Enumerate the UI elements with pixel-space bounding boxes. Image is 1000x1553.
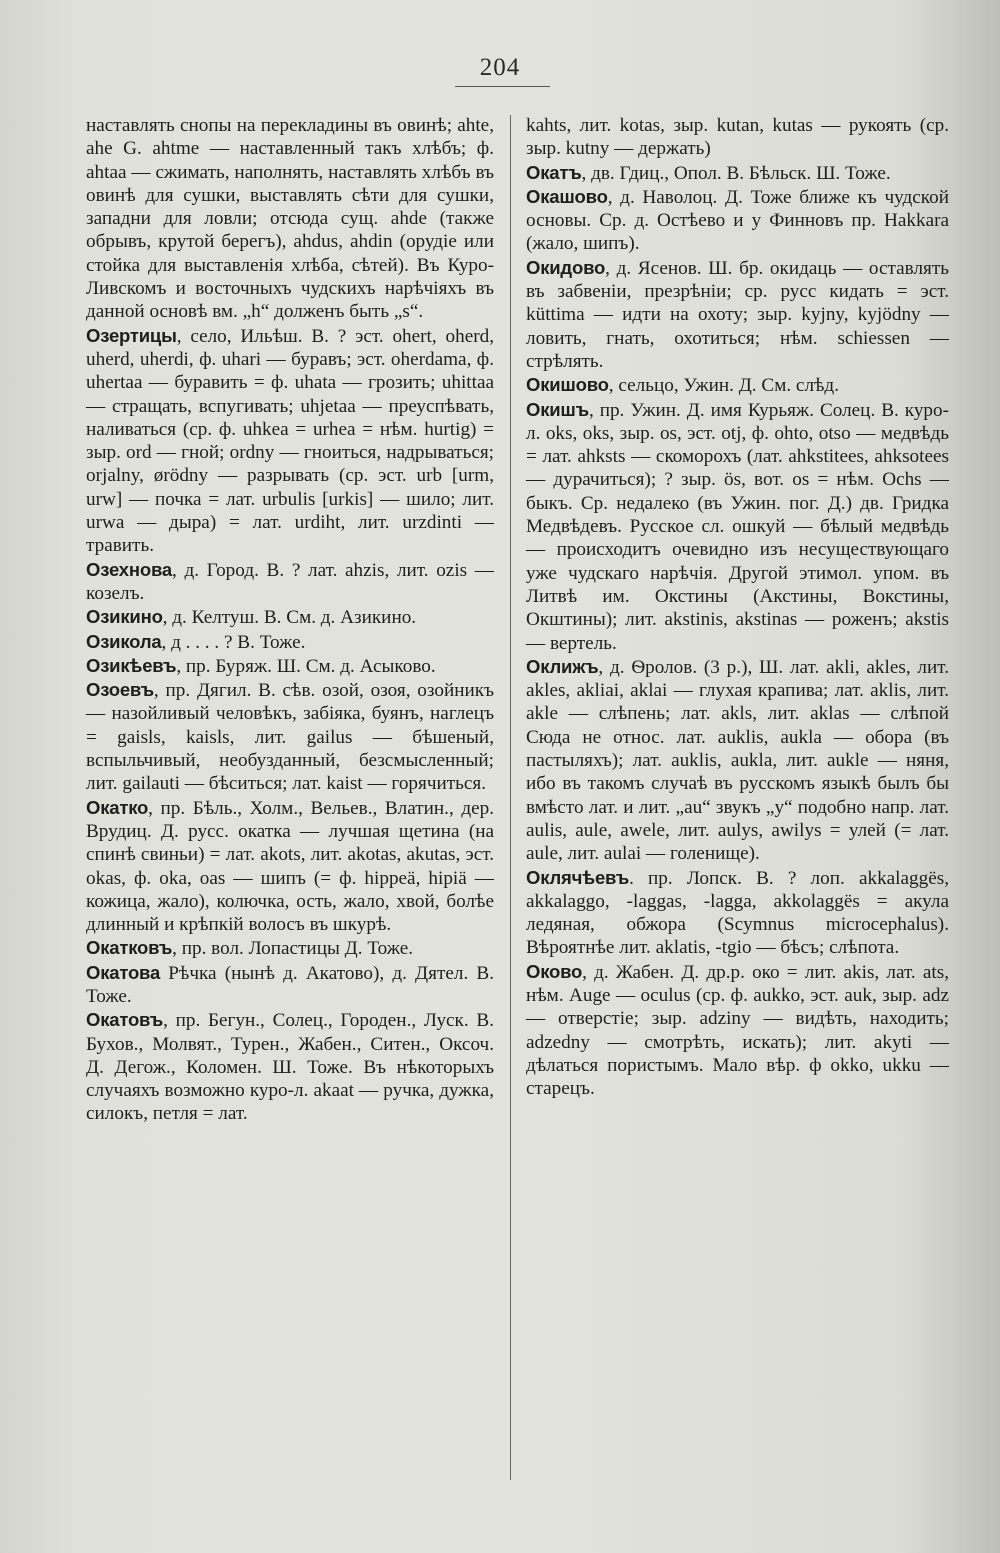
dictionary-entry: [86, 558, 494, 606]
entry-headword: Озикола: [86, 630, 162, 652]
entry-headword: Окатковъ: [86, 937, 173, 959]
dictionary-entry: [86, 324, 494, 558]
dictionary-entry: [526, 113, 949, 161]
entry-headword: Озикино: [86, 606, 163, 628]
entry-text: , д. Город. В. ? лат. ahzis, лит. ozis — козелъ.: [86, 559, 494, 604]
entry-headword: Озикѣевъ: [86, 654, 177, 676]
entry-text: , д. Келтуш. В. См. д. Азикино.: [162, 607, 417, 629]
dictionary-entry: [526, 256, 949, 373]
dictionary-entry: [526, 161, 949, 185]
entry-headword: Окатова: [86, 961, 161, 983]
entry-text: , д. Ѳролов. (3 р.), Ш. лат. akli, akles, лит. akles, akliai, aklai — глухая крапива; лат. aklis, лит. akle — слѣпень; лат. akls, лит. aklas — слѣпой Сюда не относ. лат. auklis, aukla — обора (въ пастыляхъ); лат. auklis, aukla, лит. aukle — няня, ибо въ такомъ случаѣ въ русскомъ языкѣ былъ бы вмѣсто лат. и лит. „au“ звукъ „у“ подобно напр. лат. aulis, aule, awele, лит. aulys, awilys = улей (= лат. aule, лит. aulai — голенище).: [526, 656, 949, 865]
entry-text: , пр. Дягил. В. сѣв. озой, озоя, озойникъ — назойливый человѣкъ, забіяка, буянъ, наглецъ = gaisls, kaisls, лит. gailus — бѣшеный, вспыльчивый, необузданный, безсмысленный; лит. gailauti — бѣситься; лат. kaist — горячиться.: [86, 680, 494, 795]
dictionary-entry: [86, 961, 494, 1009]
dictionary-entry: [526, 398, 949, 655]
entry-text: , село, Ильѣш. В. ? эст. ohert, oherd, uherd, uherdi, ф. uhari — буравъ; эст. oherdama, ф. uhertaa — буравить = ф. uhata — грозить; uhittaa — стращать, вспугивать; uhjetaa — преуспѣвать, наливаться (ср. ф. uhkea = urhea = нѣм. hurtig) = зыр. ord — гной; ordny — гноиться, надрываться; orjalny, ørödny — разрывать (ср. эст. urb [urm, urw] — почка = лат. urbulis [urkis] — шило; лит. urwa — дыра) = лат. urdiht, лит. urzdinti — травить.: [86, 325, 494, 557]
column-divider: [510, 115, 511, 1480]
right-column: [526, 113, 949, 1100]
entry-headword: Окидово: [526, 256, 606, 278]
entry-headword: Окишово: [526, 374, 609, 396]
dictionary-entry: [526, 185, 949, 256]
entry-headword: Окатовъ: [86, 1009, 164, 1031]
dictionary-entry: [86, 630, 494, 654]
entry-headword: Озертицы: [86, 324, 177, 346]
dictionary-entry: [86, 936, 494, 960]
dictionary-entry: [86, 678, 494, 795]
entry-text: , пр. вол. Лопастицы Д. Тоже.: [172, 938, 414, 960]
entry-text: . пр. Лопск. В. ? лоп. akkalaggës, akkalaggo, -laggas, -lagga, akkolaggës = акула ледяная, обжора (Scymnus microcephalus). Вѣроятнѣе лит. aklatis, -tgio — бѣсъ; слѣпота.: [526, 867, 949, 959]
entry-text: , дв. Гдиц., Опол. В. Бѣльск. Ш. Тоже.: [581, 162, 891, 184]
entry-text: Рѣчка (нынѣ д. Акатово), д. Дятел. В. Тоже.: [86, 962, 494, 1007]
left-column: [86, 113, 494, 1126]
dictionary-entry: [86, 654, 494, 678]
entry-headword: Окашово: [526, 185, 608, 207]
entry-headword: Озоевъ: [86, 679, 154, 701]
dictionary-entry: [86, 605, 494, 629]
entry-text: , д. Наволоц. Д. Тоже ближе къ чудской основы. Ср. д. Остѣево и у Финновъ пр. Hakkara (жало, шипъ).: [526, 186, 949, 255]
entry-headword: Окатко: [86, 796, 149, 818]
entry-text: , пр. Бегун., Солец., Городен., Луск. В. Бухов., Молвят., Турен., Жабен., Ситен., Оксоч. Д. Дегож., Коломен. Ш. Тоже. Въ нѣкоторыхъ случаяхъ возможно куро-л. akaat — ручка, дужка, силокъ, петля = лат.: [86, 1010, 494, 1125]
entry-text: , пр. Буряж. Ш. См. д. Асыково.: [176, 655, 436, 677]
entry-headword: Оклижъ: [526, 655, 599, 677]
entry-text: , пр. Ужин. Д. имя Курьяж. Солец. В. куро-л. oks, oks, зыр. os, эст. otj, ф. ohto, otso — медвѣдь = лат. ahksts — скоморохъ (лат. ahkstitees, ahksotees — дурачиться); ? зыр. ös, вот. os = нѣм. Ochs — быкъ. Ср. недалеко (въ Ужин. пог. Д.) дв. Гридка Медвѣдевъ. Русское сл. ошкуй — бѣлый медвѣдь — происходитъ очевидно изъ несуществующаго уже чудскаго нарѣчія. Другой этимол. упом. въ Литвѣ им. Окстины (Акстины, Вокстины, Окштины); лит. akstinis, akstinas — роженъ; akstis — вертель.: [526, 399, 949, 654]
entry-text: наставлять снопы на перекладины въ овинѣ; ahte, ahe G. ahtme — наставленный такъ хлѣбъ; ф. ahtaa — сжимать, наполнять, наставлять хлѣбъ въ овинѣ для сушки, выставлять сѣти для сушки, западни для ловли; отсюда сущ. ahde (также обрывъ, крутой берегъ), ahdus, ahdin (орудіе или стойка для выставленія хлѣба, сѣтей). Въ Куро-Ливскомъ и восточныхъ чудскихъ нарѣчіяхъ въ данной основѣ вм. „h“ долженъ быть „s“.: [86, 115, 494, 323]
entry-text: kahts, лит. kotas, зыр. kutan, kutas — рукоять (ср. зыр. kutny — держать): [526, 115, 949, 160]
dictionary-entry: [86, 1008, 494, 1125]
entry-text: , сельцо, Ужин. Д. См. слѣд.: [608, 375, 839, 397]
entry-text: , д. Жабен. Д. др.р. око = лит. akis, лат. ats, нѣм. Auge — oculus (ср. ф. aukko, эст. auk, зыр. adz — отверстіе; зыр. adziny — видѣть, находить; adzedny — смотрѣть, искать); лит. akyti — дѣлаться пористымъ. Мало вѣр. ф okko, ukku — старецъ.: [526, 961, 949, 1100]
entry-headword: Окатъ: [526, 161, 582, 183]
dictionary-entry: [86, 796, 494, 937]
dictionary-entry: [526, 866, 949, 960]
entry-headword: Оклячѣевъ: [526, 866, 630, 888]
entry-headword: Окишъ: [526, 398, 589, 420]
page-number: 204: [479, 54, 521, 81]
dictionary-entry: [526, 960, 949, 1101]
dictionary-entry: [86, 113, 494, 324]
dictionary-entry: [526, 373, 949, 397]
entry-text: , пр. Бѣль., Холм., Вельев., Влатин., дер. Врудиц. Д. русс. окатка — лучшая щетина (на спинѣ свиньи) = лат. akots, лит. akotas, akutas, эст. okas, ф. oka, oas — шипъ (= ф. hippeä, hipiä — кожица, жало), колючка, ость, жало, хвой, болѣе длинный и крѣпкій волосъ въ шкурѣ.: [86, 797, 494, 936]
entry-headword: Оково: [526, 960, 583, 982]
entry-text: , д . . . . ? В. Тоже.: [161, 631, 306, 653]
entry-text: , д. Ясенов. Ш. бр. окидаць — оставлять въ забвеніи, презрѣніи; ср. русс кидать = эст. küttima — идти на охоту; зыр. kyjny, kyjödny — ловить, гнать, охотиться; нѣм. schiessen — стрѣлять.: [526, 257, 949, 372]
entry-headword: Озехнова: [86, 558, 172, 580]
header-rule: [455, 86, 550, 87]
dictionary-entry: [526, 655, 949, 866]
